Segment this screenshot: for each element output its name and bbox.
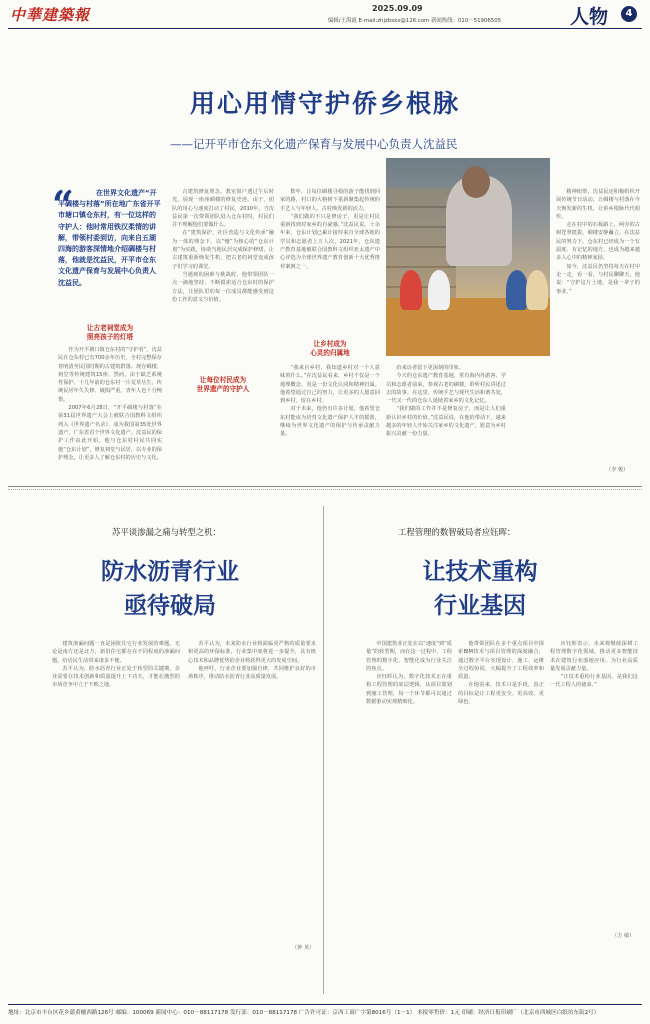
right-story-headline-2: 行业基因 [434,593,526,619]
left-story-kicker: 苏平谈渗漏之痛与转型之机： [112,527,221,537]
feature-column-4 [280,364,380,474]
feature-author: （李 俊） [606,467,629,473]
column-divider [323,506,324,994]
paragraph: 走在村中的石板路上，两旁的古树苍翠挺拔，碉楼安静矗立。在沈益民的努力下，仓东村已经成为一个有温度、有记忆的地方，也成为越来越多人心中的精神家园。 [556,222,640,262]
paragraph: “我们做的工作并不是修复房子，而是让人们重新认识乡村的价值。”沈益民说，在他的带动下，越来越多的年轻人开始关注家乡的文化遗产，愿意为乡村振兴贡献一份力量。 [386,406,506,438]
feature-column-5 [386,364,506,474]
quote-mark-icon: “ [52,182,74,227]
page-number-badge: 4 [621,6,637,22]
paragraph: 当遇到的困难与挑战时，他带领团队一点一滴地坚持，不断摸索适合仓东村的保护方法，让团队里的每一位成员都能感受到这份工作的意义与价值。 [172,271,274,303]
paragraph: 在“建筑保护，社区营造与文化传承”融为一体的理念下，以“慢”为核心的“仓东计划”为实践，协助当地民居完成保护修缮，让古建筑重新焕发生机，把古老的祠堂变成孩子们学习的课堂。 [172,230,274,270]
feature-subhead-3: 让乡村成为 心灵的归属地 [310,340,350,357]
right-story-author: （方 敏） [612,933,635,939]
section-title: 人物 [570,6,609,28]
paragraph: “我来自乡村，我知道乡村对一个人意味着什么。”在沈益民看来，乡村不仅是一个地理概念，更是一份文化认同和精神归属。他希望通过自己的努力，让更多的人愿意回到乡村、留在乡村。 [280,365,380,405]
paragraph: 古建筑修复理念，教室窗户透过午后时光，展现一座座碉楼的修复史迹。由于，团队的用心与速度打动了村民，2010年，当沈益民第一次带领团队进入仓东村时，村民们并不理解他们要做什么。 [172,189,274,229]
feature-headline: 用心用情守护侨乡根脉 [189,89,460,118]
paragraph: “我们做的不只是修房子，更是让村民重新找到对家乡的自豪感。”沈益民说。十余年来，仓东计划已累计接待来自全球各地的学员和志愿者上万人次，2021年，仓东遗产教育基地被联合国教科文组织亚太遗产中心评选为全球世界遗产教育创新十大优秀推荐案例之一。 [280,213,380,270]
paragraph: 数年，让每位碉楼寻根的游子能找到回家的路，村口的大榕树下重新聚集起传统的手艺人与年轻人，古村焕发新的活力。 [280,189,380,212]
feature-photo [386,158,550,356]
paragraph: 他呼吁，行业企业要加强自律，共同维护良好的市场秩序，推动防水沥青行业高质量发展。 [188,665,316,681]
paragraph: 中国建筑业正处在以“速度”到“质量”的转型期，而在这一过程中，工程管理的数字化、智能化成为行业关注的焦点。 [366,641,452,672]
paragraph: 应钰晖认为，数字化技术正在重构工程管理的底层逻辑，从项目策划到施工管理，每一个环节都可以通过数据驱动实现精细化。 [366,674,452,706]
footer-info: 地址：北京市丰台区花乡蒲黄榆西路126号 邮编：100069 新闻中心：010－88117178 发行部：010－88117178 广告许可证：京西工商广字第8016号（1－1） 本报零售价：1元 印刷：经济日报印刷厂（北京市西城区白纸坊东街2号） [8,1010,600,1016]
section-divider-dotted [8,489,642,491]
paragraph: 精神纽带，沈益民还积极组织开展传统节日活动，让碉楼与村落在今天焕发新的生机，让侨乡根脉代代相传。 [556,189,640,220]
left-story-column-1 [52,640,180,990]
footer-divider [8,1004,642,1005]
paragraph: 应钰晖表示，未来将继续深耕工程管理数字化领域，推动更多智能技术在建筑行业落地应用，为行业高质量发展贡献力量。 [550,641,638,672]
feature-subhead-1: 让古老祠堂成为 照亮孩子的灯塔 [86,324,134,341]
left-story-column-2 [188,640,316,940]
right-story-column-3 [550,640,638,930]
paragraph: 对于未来，他仍有许多计划，他希望仓东村能成为培育文化遗产保护人才的摇篮，继续为世界文化遗产的保护与传承贡献力量。 [280,406,380,438]
issue-date: 2025.09.09 [372,4,423,13]
paragraph: 作为开平塘口镇仓东村的“守护者”，沈益民在仓东村已有700余年历史，全村完整保存着明清至民国时期的古建筑群落。现存碉楼、祠堂等传统建筑15座，然而，由于缺乏系统性保护，十几年前的仓东村一片荒草丛生，传统民居年久失修、破损严重，青年人也十分惋惜。 [58,347,162,403]
editor-contact: 编辑/王海霞 E-mail:zhjzbsxx@126.com 新闻热线：010－51906505 [328,18,502,24]
left-story-headline-2: 亟待破局 [124,593,216,619]
paragraph: 给来访者留下更深刻的印象。 [396,365,464,371]
masthead-divider [8,28,642,29]
paragraph: 在他看来，技术只是手段，真正的目标是让工程更安全、更高效、更绿色。 [458,682,544,706]
paragraph: 如今，沈益民仍坚持每天在村中走一走，看一看，与村民聊聊天，他说：“守护这片土地，是我一辈子的事业。” [556,263,640,295]
right-story-column-1 [366,640,452,990]
feature-column-1 [58,346,162,472]
paragraph: 苏平认为，防水沥青行业正处于转型的关键期，企业需要在技术创新和质量提升上下功夫，才能在激烈的市场竞争中立于不败之地。 [52,665,180,689]
paragraph: 苏平认为，未来防水行业将面临更严格的质量要求和更高的环保标准，行业集中度将进一步提升，具有核心技术和品牌优势的企业将获得更大的发展空间。 [188,641,316,664]
left-story-author: （钟 英） [292,945,315,951]
paragraph: “让技术重构行业基因，是我们这一代工程人的使命。” [550,674,638,689]
paragraph: 建筑渗漏问题一直是困扰住宅行业发展的难题。无论是南方还是北方，新旧住宅都存在不同程度的渗漏问题，给居民生活带来诸多不便。 [52,641,180,664]
right-story-kicker: 工程管理的数智破局者应钰晖： [398,527,516,537]
paragraph: 他带领团队在多个重点项目中探索BIM技术与项目管理的深度融合，通过数字平台实现设计、施工、运维全过程协同，大幅提升了工程效率和质量。 [458,641,544,681]
feature-lead: 在世界文化遗产“开平碉楼与村落”所在地广东省开平市塘口镇仓东村，有一位这样的守护人：他时常用铁汉柔情的讲解，带领村委到访，向来自五湖四海的游客深情地介绍碉楼与村落，他就是沈益民，开平市仓东文化遗产保育与发展中心负责人沈益民。 [58,189,161,287]
feature-subheadline: ——记开平市仓东文化遗产保育与发展中心负责人沈益民 [170,137,458,151]
paragraph: 今天的仓东遗产教育基地，常有海内外游客、学员和志愿者前来，参观古老的碉楼，聆听村民讲述过去的故事。在这里，传统手艺与现代生活和谐共处，一代又一代的仓东人延续着家乡的文化记忆。 [386,373,506,405]
left-story-headline-1: 防水沥青行业 [101,559,239,585]
feature-subhead-2: 让每位村民成为 世界遗产的守护人 [196,376,250,393]
newspaper-logo: 中華建築報 [10,6,91,24]
right-story-headline-1: 让技术重构 [422,559,538,585]
paragraph: 2007年6月28日，“开平碉楼与村落”在第31届世界遗产大会上被联合国教科文组织列入《世界遗产名录》，成为我国第35处世界遗产。广东省首个世界文化遗产。沈益民的保护工作由此开始。他与仓东村村民共同实施“仓东计划”，修复祠堂与民居，以专业的保护理念，让更多人了解仓东村的历史与文化。 [58,405,162,461]
feature-column-2 [172,188,274,368]
feature-column-3 [280,188,380,338]
section-divider [8,486,642,487]
feature-column-6 [556,188,640,464]
right-story-column-2 [458,640,544,990]
